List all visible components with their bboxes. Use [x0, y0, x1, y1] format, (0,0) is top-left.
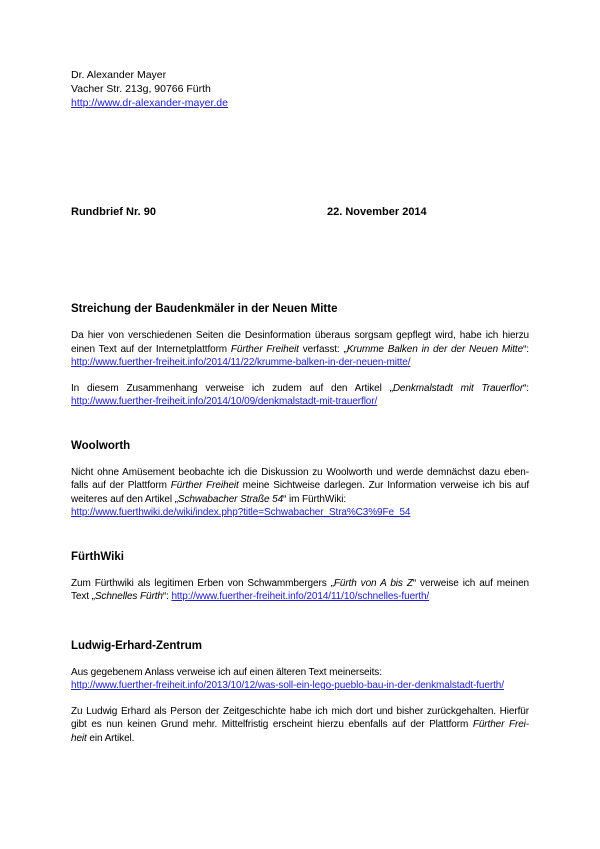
text-line — [71, 493, 529, 507]
text-run: “: — [162, 591, 172, 602]
text-run: Fürth von A bis Z — [333, 577, 413, 589]
text-run: Zu Ludwig Erhard als Person der Zeitgeschichte habe ich mich dort und bisher zurückgehalten. Hierfür — [71, 705, 529, 717]
section — [71, 639, 529, 746]
newsletter-date: 22. November 2014 — [327, 206, 427, 218]
text-run: verfasst: „ — [298, 343, 347, 355]
text-run: Da hier von verschiedenen Seiten die Desinformation überaus sorgsam gepflegt wird, habe ich hierzu — [71, 330, 529, 341]
text-line — [71, 577, 529, 591]
hyperlink[interactable]: http://www.fuerther-freiheit.info/2013/10/12/was-soll-ein-lego-pueblo-bau-in-der-denkmalstadt-fuerth/ — [71, 680, 504, 691]
text-run: “: — [523, 382, 529, 394]
text-run: Aus gegebenem Anlass verweise ich auf einen älteren Text meinerseits: — [71, 666, 382, 678]
text-line — [71, 506, 529, 520]
paragraph — [71, 466, 529, 520]
sender-website-link[interactable]: http://www.dr-alexander-mayer.de — [71, 97, 228, 109]
text-run: falls auf der Plattform — [71, 480, 171, 491]
section-heading: FürthWiki — [71, 550, 124, 563]
text-run: “: — [523, 343, 529, 355]
text-run: meine Sichtweise darlegen. Zur Information verweise ich bis auf — [238, 480, 529, 491]
paragraph — [71, 329, 529, 370]
text-run: Fürther Freiheit — [230, 343, 299, 355]
text-line — [71, 718, 529, 732]
section-heading: Streichung der Baudenkmäler in der Neuen Mitte — [71, 303, 338, 315]
text-run: Fürther Freiheit — [170, 480, 239, 491]
section — [71, 550, 529, 604]
meta-row — [71, 205, 529, 219]
text-line — [71, 343, 529, 357]
text-run: Text „ — [71, 591, 95, 602]
text-run: Zum Fürthwiki als legitimen Erben von Schwammbergers „ — [71, 577, 334, 589]
text-line — [71, 356, 529, 370]
text-line — [71, 732, 529, 746]
sender-street-city: Vacher Str. 213g, 90766 Fürth — [71, 83, 211, 95]
text-line — [71, 590, 529, 604]
text-run: ein Artikel. — [86, 732, 135, 744]
section — [71, 302, 529, 409]
text-line — [71, 329, 529, 343]
text-line — [71, 479, 529, 493]
sender-block — [71, 68, 228, 110]
text-line — [71, 466, 529, 480]
text-run: Nicht ohne Amüsement beobachte ich die Diskussion zu Woolworth und werde demnächst dazu eben- — [71, 466, 529, 478]
text-run: einen Text auf der Internetplattform — [71, 343, 231, 355]
paragraph — [71, 666, 529, 693]
text-run: gibt es nun keinen Grund mehr. Mittelfristig erscheint hierzu ebenfalls auf der Plattform — [71, 719, 473, 730]
text-line — [71, 666, 529, 680]
section-heading: Woolworth — [71, 439, 131, 452]
hyperlink[interactable]: http://www.fuerther-freiheit.info/2014/11/10/schnelles-fuerth/ — [171, 591, 430, 602]
sender-name: Dr. Alexander Mayer — [71, 69, 167, 81]
text-run: weiteres auf den Artikel „ — [71, 493, 178, 505]
text-run: Denkmalstadt mit Trauerflor — [392, 382, 524, 394]
section-heading: Ludwig-Erhard-Zentrum — [71, 639, 202, 652]
text-run: “ im FürthWiki: — [283, 493, 347, 505]
text-run: Fürther Frei- — [472, 719, 530, 730]
text-line — [71, 679, 529, 693]
text-run: Krumme Balken in der der Neuen Mitte — [346, 343, 524, 355]
hyperlink[interactable]: http://www.fuerthwiki.de/wiki/index.php?title=Schwabacher_Stra%C3%9Fe_54 — [71, 507, 411, 518]
text-run: In diesem Zusammenhang verweise ich zudem auf den Artikel „ — [71, 382, 393, 394]
section — [71, 439, 529, 520]
hyperlink[interactable]: http://www.fuerther-freiheit.info/2014/10/09/denkmalstadt-mit-trauerflor/ — [71, 396, 378, 407]
text-line — [71, 382, 529, 396]
sections-container — [71, 302, 529, 745]
text-line — [71, 705, 529, 719]
text-run: Schwabacher Straße 54 — [177, 493, 284, 505]
newsletter-title: Rundbrief Nr. 90 — [71, 206, 156, 218]
text-line — [71, 395, 529, 409]
text-run: Schnelles Fürth — [94, 591, 163, 602]
text-run: “ verweise ich auf meinen — [412, 577, 529, 589]
paragraph — [71, 705, 529, 746]
hyperlink[interactable]: http://www.fuerther-freiheit.info/2014/11/22/krumme-balken-in-der-neuen-mitte/ — [71, 357, 411, 368]
paragraph — [71, 577, 529, 604]
text-run: heit — [71, 732, 87, 744]
paragraph — [71, 382, 529, 409]
